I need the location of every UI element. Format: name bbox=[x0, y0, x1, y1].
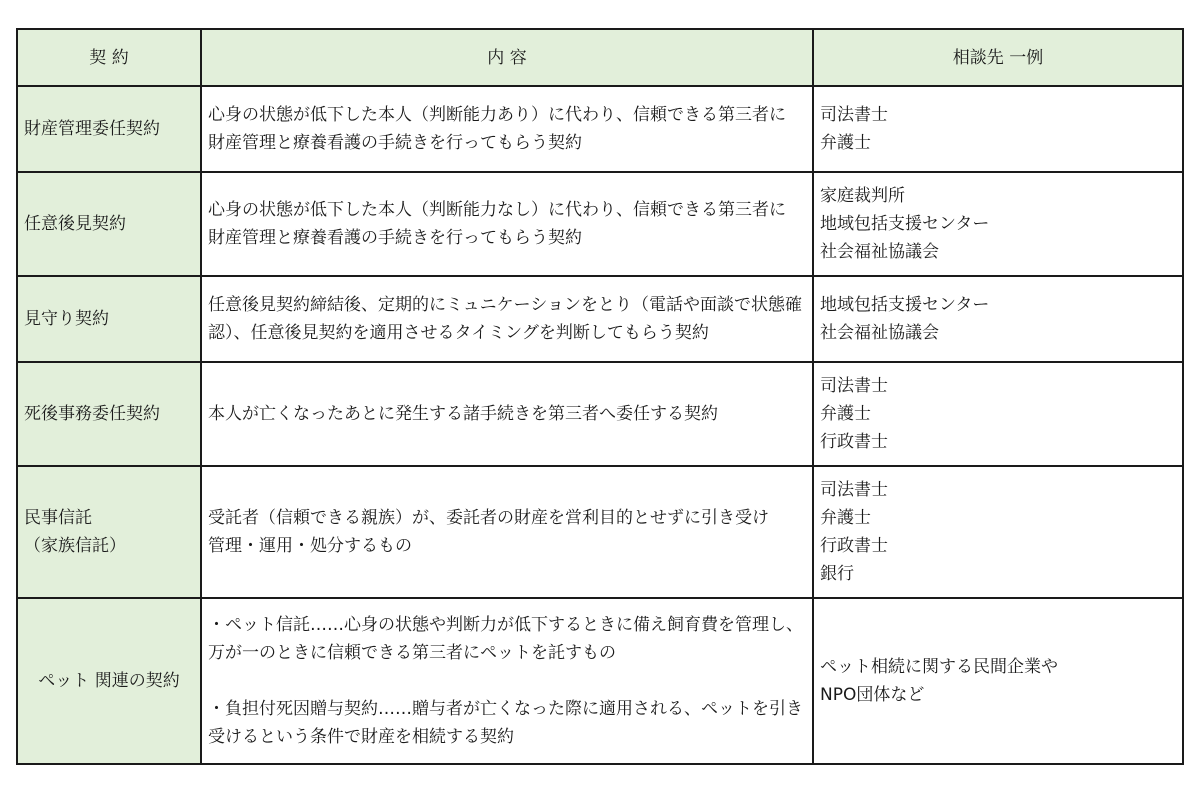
contract-type: 財産管理委任契約 bbox=[24, 119, 160, 139]
contact-item: 銀行 bbox=[820, 564, 854, 584]
content-line: 財産管理と療養看護の手続きを行ってもらう契約 bbox=[208, 228, 582, 248]
content-line: 財産管理と療養看護の手続きを行ってもらう契約 bbox=[208, 133, 582, 153]
contact-item: 行政書士 bbox=[820, 536, 888, 556]
header-contract: 契 約 bbox=[17, 29, 201, 86]
content-cell bbox=[201, 598, 813, 764]
contract-type-cell bbox=[17, 466, 201, 598]
content-spacer bbox=[208, 667, 806, 695]
content-line: 認）、任意後見契約を適用させるタイミングを判断してもらう契約 bbox=[208, 323, 709, 343]
contact-item: 弁護士 bbox=[820, 508, 871, 528]
contact-item: 司法書士 bbox=[820, 376, 888, 396]
content-cell bbox=[201, 276, 813, 362]
contract-table bbox=[16, 28, 1184, 765]
contact-cell bbox=[813, 362, 1183, 466]
contract-type-cell bbox=[17, 86, 201, 172]
content-line: ・ペット信託……心身の状態や判断力が低下するときに備え飼育費を管理し、 bbox=[208, 615, 803, 635]
contract-type: 見守り契約 bbox=[24, 309, 109, 329]
table-row bbox=[17, 362, 1183, 466]
content-cell bbox=[201, 362, 813, 466]
contract-type-cell bbox=[17, 172, 201, 276]
contact-cell bbox=[813, 598, 1183, 764]
content-line: 本人が亡くなったあとに発生する諸手続きを第三者へ委任する契約 bbox=[208, 404, 718, 424]
contact-item: 家庭裁判所 bbox=[820, 186, 905, 206]
contact-cell bbox=[813, 86, 1183, 172]
contact-item: 司法書士 bbox=[820, 480, 888, 500]
contact-cell bbox=[813, 276, 1183, 362]
contact-item: 地域包括支援センター bbox=[820, 295, 990, 315]
contract-table-container bbox=[16, 28, 1182, 765]
contact-item: 弁護士 bbox=[820, 404, 871, 424]
content-line: 管理・運用・処分するもの bbox=[208, 536, 412, 556]
table-row bbox=[17, 598, 1183, 764]
content-line: 受けるという条件で財産を相続する契約 bbox=[208, 727, 514, 747]
content-line: 心身の状態が低下した本人（判断能力なし）に代わり、信頼できる第三者に bbox=[208, 200, 786, 220]
table-row bbox=[17, 86, 1183, 172]
table-row bbox=[17, 172, 1183, 276]
contract-type-cell bbox=[17, 598, 201, 764]
contact-item: NPO団体など bbox=[820, 685, 925, 705]
contract-type: ペット 関連の契約 bbox=[38, 671, 180, 691]
table-row bbox=[17, 276, 1183, 362]
header-contact: 相談先 一例 bbox=[813, 29, 1183, 86]
content-cell bbox=[201, 86, 813, 172]
contract-type-cell bbox=[17, 362, 201, 466]
contract-type: 民事信託 bbox=[24, 508, 92, 528]
content-line: 心身の状態が低下した本人（判断能力あり）に代わり、信頼できる第三者に bbox=[208, 105, 786, 125]
contact-cell bbox=[813, 466, 1183, 598]
contract-type-sub: （家族信託） bbox=[24, 536, 126, 556]
content-line: 万が一のときに信頼できる第三者にペットを託すもの bbox=[208, 643, 616, 663]
content-line: ・負担付死因贈与契約……贈与者が亡くなった際に適用される、ペットを引き bbox=[208, 699, 803, 719]
contact-cell bbox=[813, 172, 1183, 276]
contact-item: 司法書士 bbox=[820, 105, 888, 125]
contact-item: 社会福祉協議会 bbox=[820, 242, 939, 262]
contact-item: 弁護士 bbox=[820, 133, 871, 153]
contract-type: 死後事務委任契約 bbox=[24, 404, 160, 424]
contact-item: 行政書士 bbox=[820, 432, 888, 452]
contact-item: 地域包括支援センター bbox=[820, 214, 990, 234]
contract-type-cell bbox=[17, 276, 201, 362]
header-row bbox=[17, 29, 1183, 86]
contact-item: ペット相続に関する民間企業や bbox=[820, 657, 1058, 677]
contact-item: 社会福祉協議会 bbox=[820, 323, 939, 343]
content-line: 受託者（信頼できる親族）が、委託者の財産を営利目的とせずに引き受け bbox=[208, 508, 769, 528]
table-row bbox=[17, 466, 1183, 598]
content-cell bbox=[201, 172, 813, 276]
content-cell bbox=[201, 466, 813, 598]
header-content: 内 容 bbox=[201, 29, 813, 86]
content-line: 任意後見契約締結後、定期的にミュニケーションをとり（電話や面談で状態確 bbox=[208, 295, 802, 315]
contract-type: 任意後見契約 bbox=[24, 214, 126, 234]
